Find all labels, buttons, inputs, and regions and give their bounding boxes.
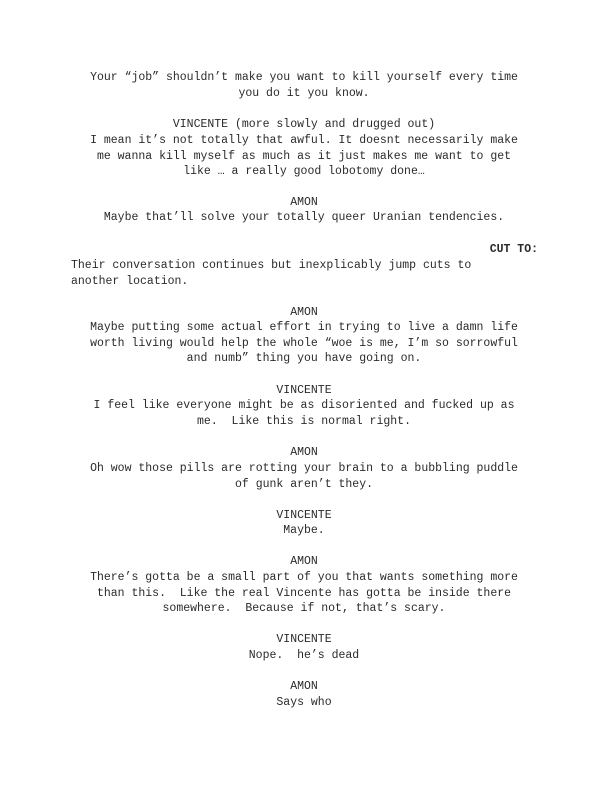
dialogue-block [60, 320, 548, 367]
action-block [71, 258, 541, 289]
dialogue-block [60, 648, 548, 664]
character-name: AMON [290, 555, 318, 568]
character-cue [60, 508, 548, 524]
character-cue [60, 383, 548, 399]
character-name: AMON [290, 446, 318, 459]
character-name: VINCENTE [276, 384, 332, 397]
character-cue [60, 305, 548, 321]
character-cue [60, 632, 548, 648]
dialogue-block [60, 398, 548, 429]
character-cue [60, 445, 548, 461]
transition-text: CUT TO: [489, 243, 538, 256]
character-name: VINCENTE [276, 509, 332, 522]
dialogue-block [60, 695, 548, 711]
dialogue-line: me wanna kill myself as much as it just makes me want to get [96, 149, 512, 163]
character-cue [60, 554, 548, 570]
dialogue-block [60, 210, 548, 226]
character-name: AMON [290, 196, 318, 209]
dialogue-block [60, 523, 548, 539]
character-name: VINCENTE (more slowly and drugged out) [172, 118, 436, 131]
action-line: Their conversation continues but inexplicably jump cuts to [71, 259, 472, 272]
character-name: AMON [290, 680, 318, 693]
dialogue-line: Nope. he’s dead [248, 649, 360, 662]
dialogue-line: than this. Like the real Vincente has gotta be inside there [96, 586, 512, 600]
character-cue [60, 195, 548, 211]
dialogue-line: you do it you know. [238, 86, 370, 100]
dialogue-line: Maybe. [283, 524, 325, 537]
character-name: VINCENTE [276, 633, 332, 646]
dialogue-line: somewhere. Because if not, that’s scary. [162, 602, 446, 615]
dialogue-block [60, 570, 548, 617]
dialogue-block [60, 133, 548, 180]
dialogue-block [60, 70, 548, 101]
dialogue-line: and numb” thing you have going on. [186, 352, 422, 365]
dialogue-line: Oh wow those pills are rotting your brain to a bubbling puddle [90, 462, 518, 475]
dialogue-line: Says who [276, 696, 332, 709]
character-name: AMON [290, 306, 318, 319]
character-cue [60, 679, 548, 695]
character-cue [60, 117, 548, 133]
dialogue-line: I mean it’s not totally that awful. It doesnt necessarily make [90, 134, 518, 147]
dialogue-line: There’s gotta be a small part of you that wants something more [90, 571, 518, 584]
dialogue-line: Maybe that’ll solve your totally queer Uranian tendencies. [103, 211, 505, 224]
dialogue-line: of gunk aren’t they. [234, 477, 374, 491]
dialogue-line: me. Like this is normal right. [197, 414, 411, 428]
dialogue-line: Your “job” shouldn’t make you want to kill yourself every time [90, 71, 518, 84]
action-line: another location. [71, 274, 189, 288]
dialogue-line: worth living would help the whole “woe is me, I’m so sorrowful [90, 336, 518, 350]
dialogue-block [60, 461, 548, 492]
transition-cut-to [490, 242, 538, 258]
dialogue-line: like … a really good lobotomy done… [183, 165, 425, 178]
dialogue-line: I feel like everyone might be as disoriented and fucked up as [93, 399, 515, 412]
dialogue-line: Maybe putting some actual effort in trying to live a damn life [90, 321, 518, 334]
